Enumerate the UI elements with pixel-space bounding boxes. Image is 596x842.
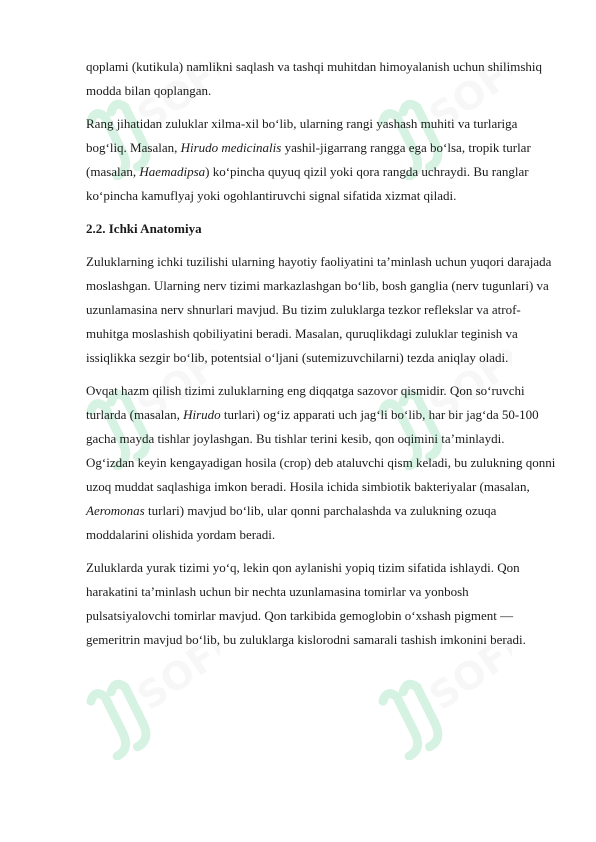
species-name: Hirudo medicinalis — [180, 140, 282, 155]
document-body — [86, 55, 556, 661]
svg-text:SOFF: SOFF — [421, 350, 512, 429]
species-name: Haemadipsa — [139, 164, 206, 179]
paragraph-text: turlari) ogʻiz apparati uch jagʻli boʻlib, har bir jagʻda 50-100 gacha mayda tishlar joylashgan. Bu tishlar terini kesib, qon oqimini taʼminlaydi. Ogʻizdan keyin kengayadigan hosila (crop) deb ataluvchi qism keladi, bu zulukning qonni uzoq muddat saqlashiga imkon beradi. Hosila ichida simbiotik bakteriyalar (masalan, — [86, 407, 556, 494]
species-name: Hirudo — [183, 407, 221, 422]
svg-text:SOFF: SOFF — [129, 640, 220, 719]
paragraph-text: yashil-jigarrang rangga ega boʻlsa, tropik turlar (masalan, — [86, 140, 531, 179]
paragraph — [86, 379, 556, 547]
section-heading: 2.2. Ichki Anatomiya — [86, 221, 202, 236]
paragraph-text: ) koʻpincha quyuq qizil yoki qora rangda uchraydi. Bu ranglar koʻpincha kamuflyaj yoki ogohlantiruvchi signal sifatida xizmat qiladi. — [86, 164, 529, 203]
paragraph-text: Ovqat hazm qilish tizimi zuluklarning eng diqqatga sazovor qismidir. Qon soʻruvchi turlarda (masalan, — [86, 383, 525, 422]
paragraph: Zuluklarning ichki tuzilishi ularning hayotiy faoliyatini taʼminlash uchun yuqori darajada moslashgan. Ularning nerv tizimi markazlashgan boʻlib, bosh ganglia (nerv tugunlari) va uzunlamasina nerv shnurlari mavjud. Bu tizim zuluklarga tezkor reflekslar va atrof-muhitga moslashish qobiliyatini beradi. Masalan, quruqlikdagi zuluklar teginish va issiqlikka sezgir boʻlib, potentsial oʻljani (sutemizuvchilarni) tezda aniqlay oladi. — [86, 254, 552, 365]
species-name: Aeromonas — [86, 503, 145, 518]
paragraph-text: Rang jihatidan zuluklar xilma-xil boʻlib, ularning rangi yashash muhiti va turlariga bogʻliq. Masalan, — [86, 116, 518, 155]
paragraph — [86, 112, 556, 208]
paragraph: qoplami (kutikula) namlikni saqlash va tashqi muhitdan himoyalanish uchun shilimshiq modda bilan qoplangan. — [86, 59, 543, 98]
svg-text:SOFF: SOFF — [129, 60, 220, 139]
paragraph: Zuluklarda yurak tizimi yoʻq, lekin qon aylanishi yopiq tizim sifatida ishlaydi. Qon harakatini taʼminlash uchun bir nechta uzunlamasina tomirlar va yonbosh pulsatsiyalovchi tomirlar mavjud. Qon tarkibida gemoglobin oʻxshash pigment — gemeritrin mavjud boʻlib, bu zuluklarga kislorodni samarali tashish imkonini beradi. — [86, 560, 526, 647]
svg-text:SOFF: SOFF — [129, 350, 220, 429]
paragraph-text: turlari) mavjud boʻlib, ular qonni parchalashda va zulukning ozuqa moddalarini olishida yordam beradi. — [86, 503, 497, 542]
svg-text:SOFF: SOFF — [421, 640, 512, 719]
svg-text:SOFF: SOFF — [421, 60, 512, 139]
